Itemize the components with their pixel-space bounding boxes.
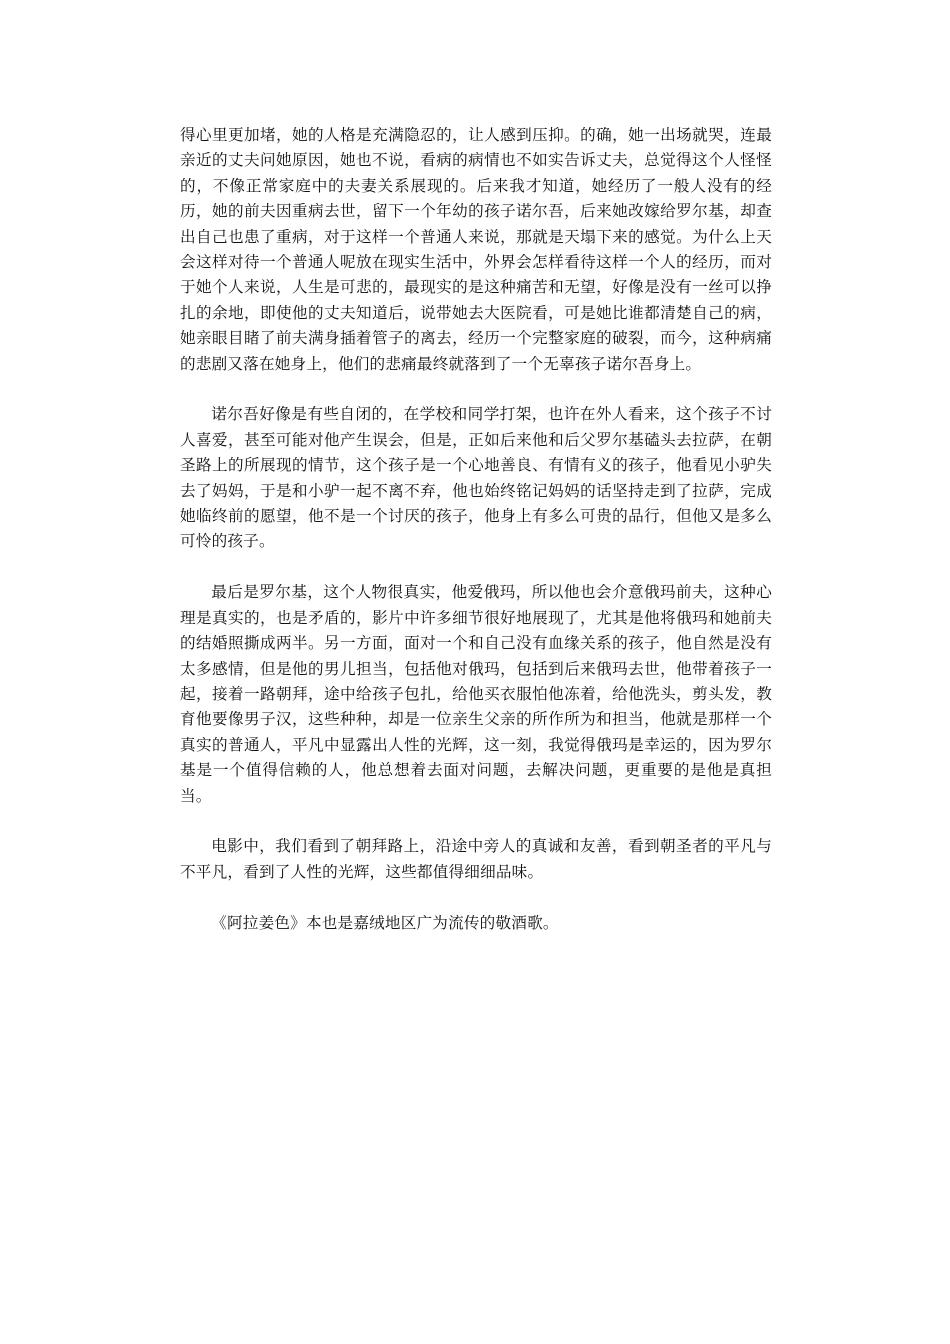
paragraph-5: 《阿拉姜色》本也是嘉绒地区广为流传的敬酒歌。	[211, 913, 559, 932]
paragraph-1: 得心里更加堵，她的人格是充满隐忍的，让人感到压抑。的确，她一出场就哭，连最亲近的丈夫问她原因，她也不说，看病的病情也不如实告诉丈夫，总觉得这个人怪怪的，不像正常家庭中的夫妻关系展现的。后来我才知道，她经历了一般人没有的经历，她的前夫因重病去世，留下一个年幼的孩子诺尔吾，后来她改嫁给罗尔基，却查出自己也患了重病，对于这样一个普通人来说，那就是天塌下来的感觉。为什么上天会这样对待一个普通人呢放在现实生活中，外界会怎样看待这样一个人的经历，而对于她个人来说，人生是可悲的，最现实的是这种痛苦和无望，好像是没有一丝可以挣扎的余地，即使他的丈夫知道后，说带她去大医院看，可是她比谁都清楚自己的病，她亲眼目睹了前夫满身插着管子的离去，经历一个完整家庭的破裂，而今，这种病痛的悲剧又落在她身上，他们的悲痛最终就落到了一个无辜孩子诺尔吾身上。	[180, 126, 772, 373]
paragraph-2: 诺尔吾好像是有些自闭的，在学校和同学打架，也许在外人看来，这个孩子不讨人喜爱，甚至可能对他产生误会，但是，正如后来他和后父罗尔基磕头去拉萨，在朝圣路上的所展现的情节，这个孩子是一个心地善良、有情有义的孩子，他看见小驴失去了妈妈，于是和小驴一起不离不弃，他也始终铭记妈妈的话坚持走到了拉萨，完成她临终前的愿望，他不是一个讨厌的孩子，他身上有多么可贵的品行，但他又是多么可怜的孩子。	[180, 405, 772, 551]
document-body	[180, 123, 772, 936]
paragraph-4: 电影中，我们看到了朝拜路上，沿途中旁人的真诚和友善，看到朝圣者的平凡与不平凡，看到了人性的光辉，这些都值得细细品味。	[180, 837, 772, 881]
paragraph-3: 最后是罗尔基，这个人物很真实，他爱俄玛，所以他也会介意俄玛前夫，这种心理是真实的，也是矛盾的，影片中许多细节很好地展现了，尤其是他将俄玛和她前夫的结婚照撕成两半。另一方面，面对一个和自己没有血缘关系的孩子，他自然是没有太多感情，但是他的男儿担当，包括他对俄玛，包括到后来俄玛去世，他带着孩子一起，接着一路朝拜，途中给孩子包扎，给他买衣服怕他冻着，给他洗头，剪头发，教育他要像男子汉，这些种种，却是一位亲生父亲的所作所为和担当，他就是那样一个真实的普通人，平凡中显露出人性的光辉，这一刻，我觉得俄玛是幸运的，因为罗尔基是一个值得信赖的人，他总想着去面对问题，去解决问题，更重要的是他是真担当。	[180, 583, 772, 805]
